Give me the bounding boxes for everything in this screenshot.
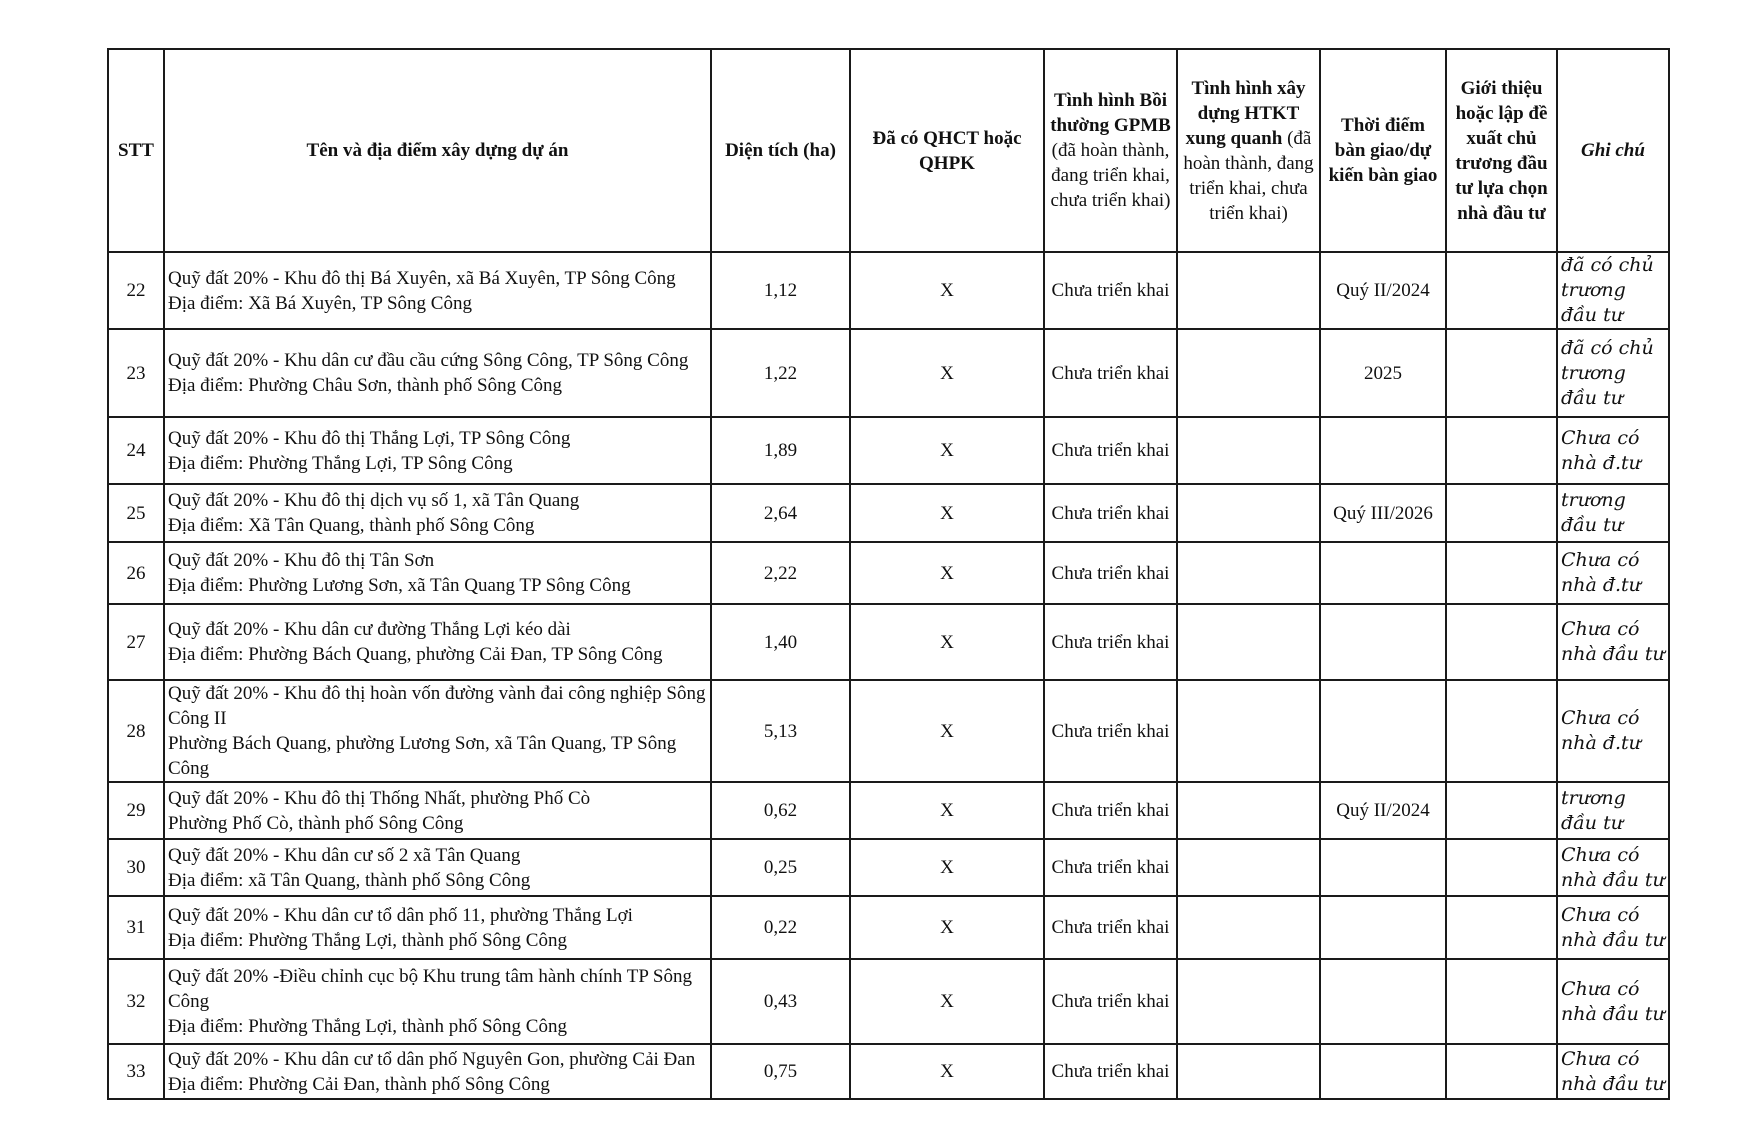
table-body xyxy=(108,252,1669,1099)
row-gpmb: Chưa triển khai xyxy=(1044,896,1177,959)
row-handover: Quý III/2026 xyxy=(1320,484,1446,542)
row-intro xyxy=(1446,1044,1557,1099)
row-name: Quỹ đất 20% - Khu dân cư tổ dân phố Nguyên Gon, phường Cải Đan Địa điểm: Phường Cải Đan, thành phố Sông Công xyxy=(164,1044,711,1099)
row-note: trương đầu tư xyxy=(1557,484,1669,542)
row-note: Chưa có nhà đ.tư xyxy=(1557,417,1669,484)
row-name: Quỹ đất 20% - Khu đô thị dịch vụ số 1, xã Tân Quang Địa điểm: Xã Tân Quang, thành phố Sông Công xyxy=(164,484,711,542)
row-area: 2,22 xyxy=(711,542,850,604)
row-plan: X xyxy=(850,839,1044,896)
header-intro: Giới thiệu hoặc lập đề xuất chủ trương đầu tư lựa chọn nhà đầu tư xyxy=(1446,49,1557,252)
row-note: Chưa có nhà đầu tư xyxy=(1557,959,1669,1044)
row-stt: 31 xyxy=(108,896,164,959)
header-htkt-detail: (đã hoàn thành, đang triển khai, chưa triển khai) xyxy=(1183,127,1314,224)
row-intro xyxy=(1446,604,1557,680)
row-htkt xyxy=(1177,1044,1320,1099)
row-plan: X xyxy=(850,542,1044,604)
row-name: Quỹ đất 20% - Khu đô thị Thắng Lợi, TP Sông Công Địa điểm: Phường Thắng Lợi, TP Sông Công xyxy=(164,417,711,484)
row-name: Quỹ đất 20% -Điều chỉnh cục bộ Khu trung tâm hành chính TP Sông Công Địa điểm: Phường Thắng Lợi, thành phố Sông Công xyxy=(164,959,711,1044)
table-row xyxy=(108,484,1669,542)
row-note: Chưa có nhà đầu tư xyxy=(1557,604,1669,680)
header-gpmb xyxy=(1044,49,1177,252)
row-area: 1,40 xyxy=(711,604,850,680)
row-stt: 32 xyxy=(108,959,164,1044)
row-stt: 30 xyxy=(108,839,164,896)
row-stt: 28 xyxy=(108,680,164,782)
table-row xyxy=(108,417,1669,484)
row-intro xyxy=(1446,896,1557,959)
header-gpmb-title: Tình hình Bồi thường GPMB xyxy=(1050,90,1171,136)
row-name: Quỹ đất 20% - Khu dân cư đường Thắng Lợi kéo dài Địa điểm: Phường Bách Quang, phường Cải Đan, TP Sông Công xyxy=(164,604,711,680)
table-row xyxy=(108,604,1669,680)
row-note: Chưa có nhà đ.tư xyxy=(1557,680,1669,782)
row-handover: Quý II/2024 xyxy=(1320,252,1446,329)
row-gpmb: Chưa triển khai xyxy=(1044,1044,1177,1099)
row-handover xyxy=(1320,896,1446,959)
row-plan: X xyxy=(850,252,1044,329)
row-gpmb: Chưa triển khai xyxy=(1044,839,1177,896)
row-name: Quỹ đất 20% - Khu dân cư tổ dân phố 11, phường Thắng Lợi Địa điểm: Phường Thắng Lợi, thành phố Sông Công xyxy=(164,896,711,959)
row-note: Chưa có nhà đ.tư xyxy=(1557,542,1669,604)
header-htkt xyxy=(1177,49,1320,252)
row-plan: X xyxy=(850,959,1044,1044)
row-stt: 22 xyxy=(108,252,164,329)
row-handover xyxy=(1320,542,1446,604)
row-name: Quỹ đất 20% - Khu dân cư đầu cầu cứng Sông Công, TP Sông Công Địa điểm: Phường Châu Sơn, thành phố Sông Công xyxy=(164,329,711,417)
table-row xyxy=(108,839,1669,896)
row-intro xyxy=(1446,252,1557,329)
row-handover xyxy=(1320,417,1446,484)
row-handover xyxy=(1320,680,1446,782)
row-intro xyxy=(1446,959,1557,1044)
row-note: đã có chủ trương đầu tư xyxy=(1557,252,1669,329)
row-name: Quỹ đất 20% - Khu đô thị Thống Nhất, phường Phố Cò Phường Phố Cò, thành phố Sông Công xyxy=(164,782,711,839)
row-plan: X xyxy=(850,329,1044,417)
row-plan: X xyxy=(850,484,1044,542)
row-note: Chưa có nhà đầu tư xyxy=(1557,1044,1669,1099)
table-row xyxy=(108,782,1669,839)
row-stt: 25 xyxy=(108,484,164,542)
table-row xyxy=(108,680,1669,782)
row-htkt xyxy=(1177,604,1320,680)
row-plan: X xyxy=(850,1044,1044,1099)
row-htkt xyxy=(1177,329,1320,417)
row-note: Chưa có nhà đầu tư xyxy=(1557,896,1669,959)
row-htkt xyxy=(1177,484,1320,542)
header-htkt-title: Tình hình xây dựng HTKT xung quanh xyxy=(1185,77,1306,149)
row-plan: X xyxy=(850,896,1044,959)
row-area: 0,43 xyxy=(711,959,850,1044)
table-row xyxy=(108,959,1669,1044)
row-htkt xyxy=(1177,959,1320,1044)
header-name: Tên và địa điểm xây dựng dự án xyxy=(164,49,711,252)
table-row xyxy=(108,542,1669,604)
row-area: 2,64 xyxy=(711,484,850,542)
row-intro xyxy=(1446,542,1557,604)
row-name: Quỹ đất 20% - Khu đô thị hoàn vốn đường vành đai công nghiệp Sông Công II Phường Bách Quang, phường Lương Sơn, xã Tân Quang, TP Sông Công xyxy=(164,680,711,782)
row-intro xyxy=(1446,417,1557,484)
row-gpmb: Chưa triển khai xyxy=(1044,782,1177,839)
row-htkt xyxy=(1177,896,1320,959)
table-row xyxy=(108,1044,1669,1099)
row-handover: 2025 xyxy=(1320,329,1446,417)
row-area: 0,22 xyxy=(711,896,850,959)
row-htkt xyxy=(1177,680,1320,782)
row-name: Quỹ đất 20% - Khu đô thị Tân Sơn Địa điểm: Phường Lương Sơn, xã Tân Quang TP Sông Công xyxy=(164,542,711,604)
table-row xyxy=(108,329,1669,417)
header-row xyxy=(108,49,1669,252)
row-note: Chưa có nhà đầu tư xyxy=(1557,839,1669,896)
row-gpmb: Chưa triển khai xyxy=(1044,604,1177,680)
row-gpmb: Chưa triển khai xyxy=(1044,329,1177,417)
header-note: Ghi chú xyxy=(1557,49,1669,252)
row-plan: X xyxy=(850,782,1044,839)
row-area: 1,12 xyxy=(711,252,850,329)
row-handover xyxy=(1320,604,1446,680)
row-handover xyxy=(1320,1044,1446,1099)
row-htkt xyxy=(1177,252,1320,329)
table-row xyxy=(108,252,1669,329)
row-htkt xyxy=(1177,782,1320,839)
row-note: đã có chủ trương đầu tư xyxy=(1557,329,1669,417)
row-name: Quỹ đất 20% - Khu dân cư số 2 xã Tân Quang Địa điểm: xã Tân Quang, thành phố Sông Công xyxy=(164,839,711,896)
header-stt: STT xyxy=(108,49,164,252)
row-handover: Quý II/2024 xyxy=(1320,782,1446,839)
row-area: 1,89 xyxy=(711,417,850,484)
row-htkt xyxy=(1177,839,1320,896)
row-gpmb: Chưa triển khai xyxy=(1044,542,1177,604)
row-intro xyxy=(1446,484,1557,542)
row-intro xyxy=(1446,839,1557,896)
row-area: 5,13 xyxy=(711,680,850,782)
project-table xyxy=(107,48,1670,1100)
row-gpmb: Chưa triển khai xyxy=(1044,417,1177,484)
header-handover: Thời điểm bàn giao/dự kiến bàn giao xyxy=(1320,49,1446,252)
row-gpmb: Chưa triển khai xyxy=(1044,680,1177,782)
table-row xyxy=(108,896,1669,959)
row-plan: X xyxy=(850,417,1044,484)
row-stt: 24 xyxy=(108,417,164,484)
row-intro xyxy=(1446,782,1557,839)
row-area: 0,75 xyxy=(711,1044,850,1099)
row-stt: 23 xyxy=(108,329,164,417)
row-name: Quỹ đất 20% - Khu đô thị Bá Xuyên, xã Bá Xuyên, TP Sông Công Địa điểm: Xã Bá Xuyên, TP Sông Công xyxy=(164,252,711,329)
header-area: Diện tích (ha) xyxy=(711,49,850,252)
row-intro xyxy=(1446,329,1557,417)
row-area: 0,25 xyxy=(711,839,850,896)
row-plan: X xyxy=(850,680,1044,782)
row-htkt xyxy=(1177,417,1320,484)
row-handover xyxy=(1320,959,1446,1044)
row-area: 0,62 xyxy=(711,782,850,839)
row-stt: 33 xyxy=(108,1044,164,1099)
row-gpmb: Chưa triển khai xyxy=(1044,484,1177,542)
row-stt: 29 xyxy=(108,782,164,839)
row-htkt xyxy=(1177,542,1320,604)
header-plan: Đã có QHCT hoặc QHPK xyxy=(850,49,1044,252)
row-gpmb: Chưa triển khai xyxy=(1044,252,1177,329)
row-plan: X xyxy=(850,604,1044,680)
row-handover xyxy=(1320,839,1446,896)
row-stt: 27 xyxy=(108,604,164,680)
header-gpmb-detail: (đã hoàn thành, đang triển khai, chưa triển khai) xyxy=(1050,140,1171,211)
row-gpmb: Chưa triển khai xyxy=(1044,959,1177,1044)
row-stt: 26 xyxy=(108,542,164,604)
row-intro xyxy=(1446,680,1557,782)
row-area: 1,22 xyxy=(711,329,850,417)
row-note: trương đầu tư xyxy=(1557,782,1669,839)
